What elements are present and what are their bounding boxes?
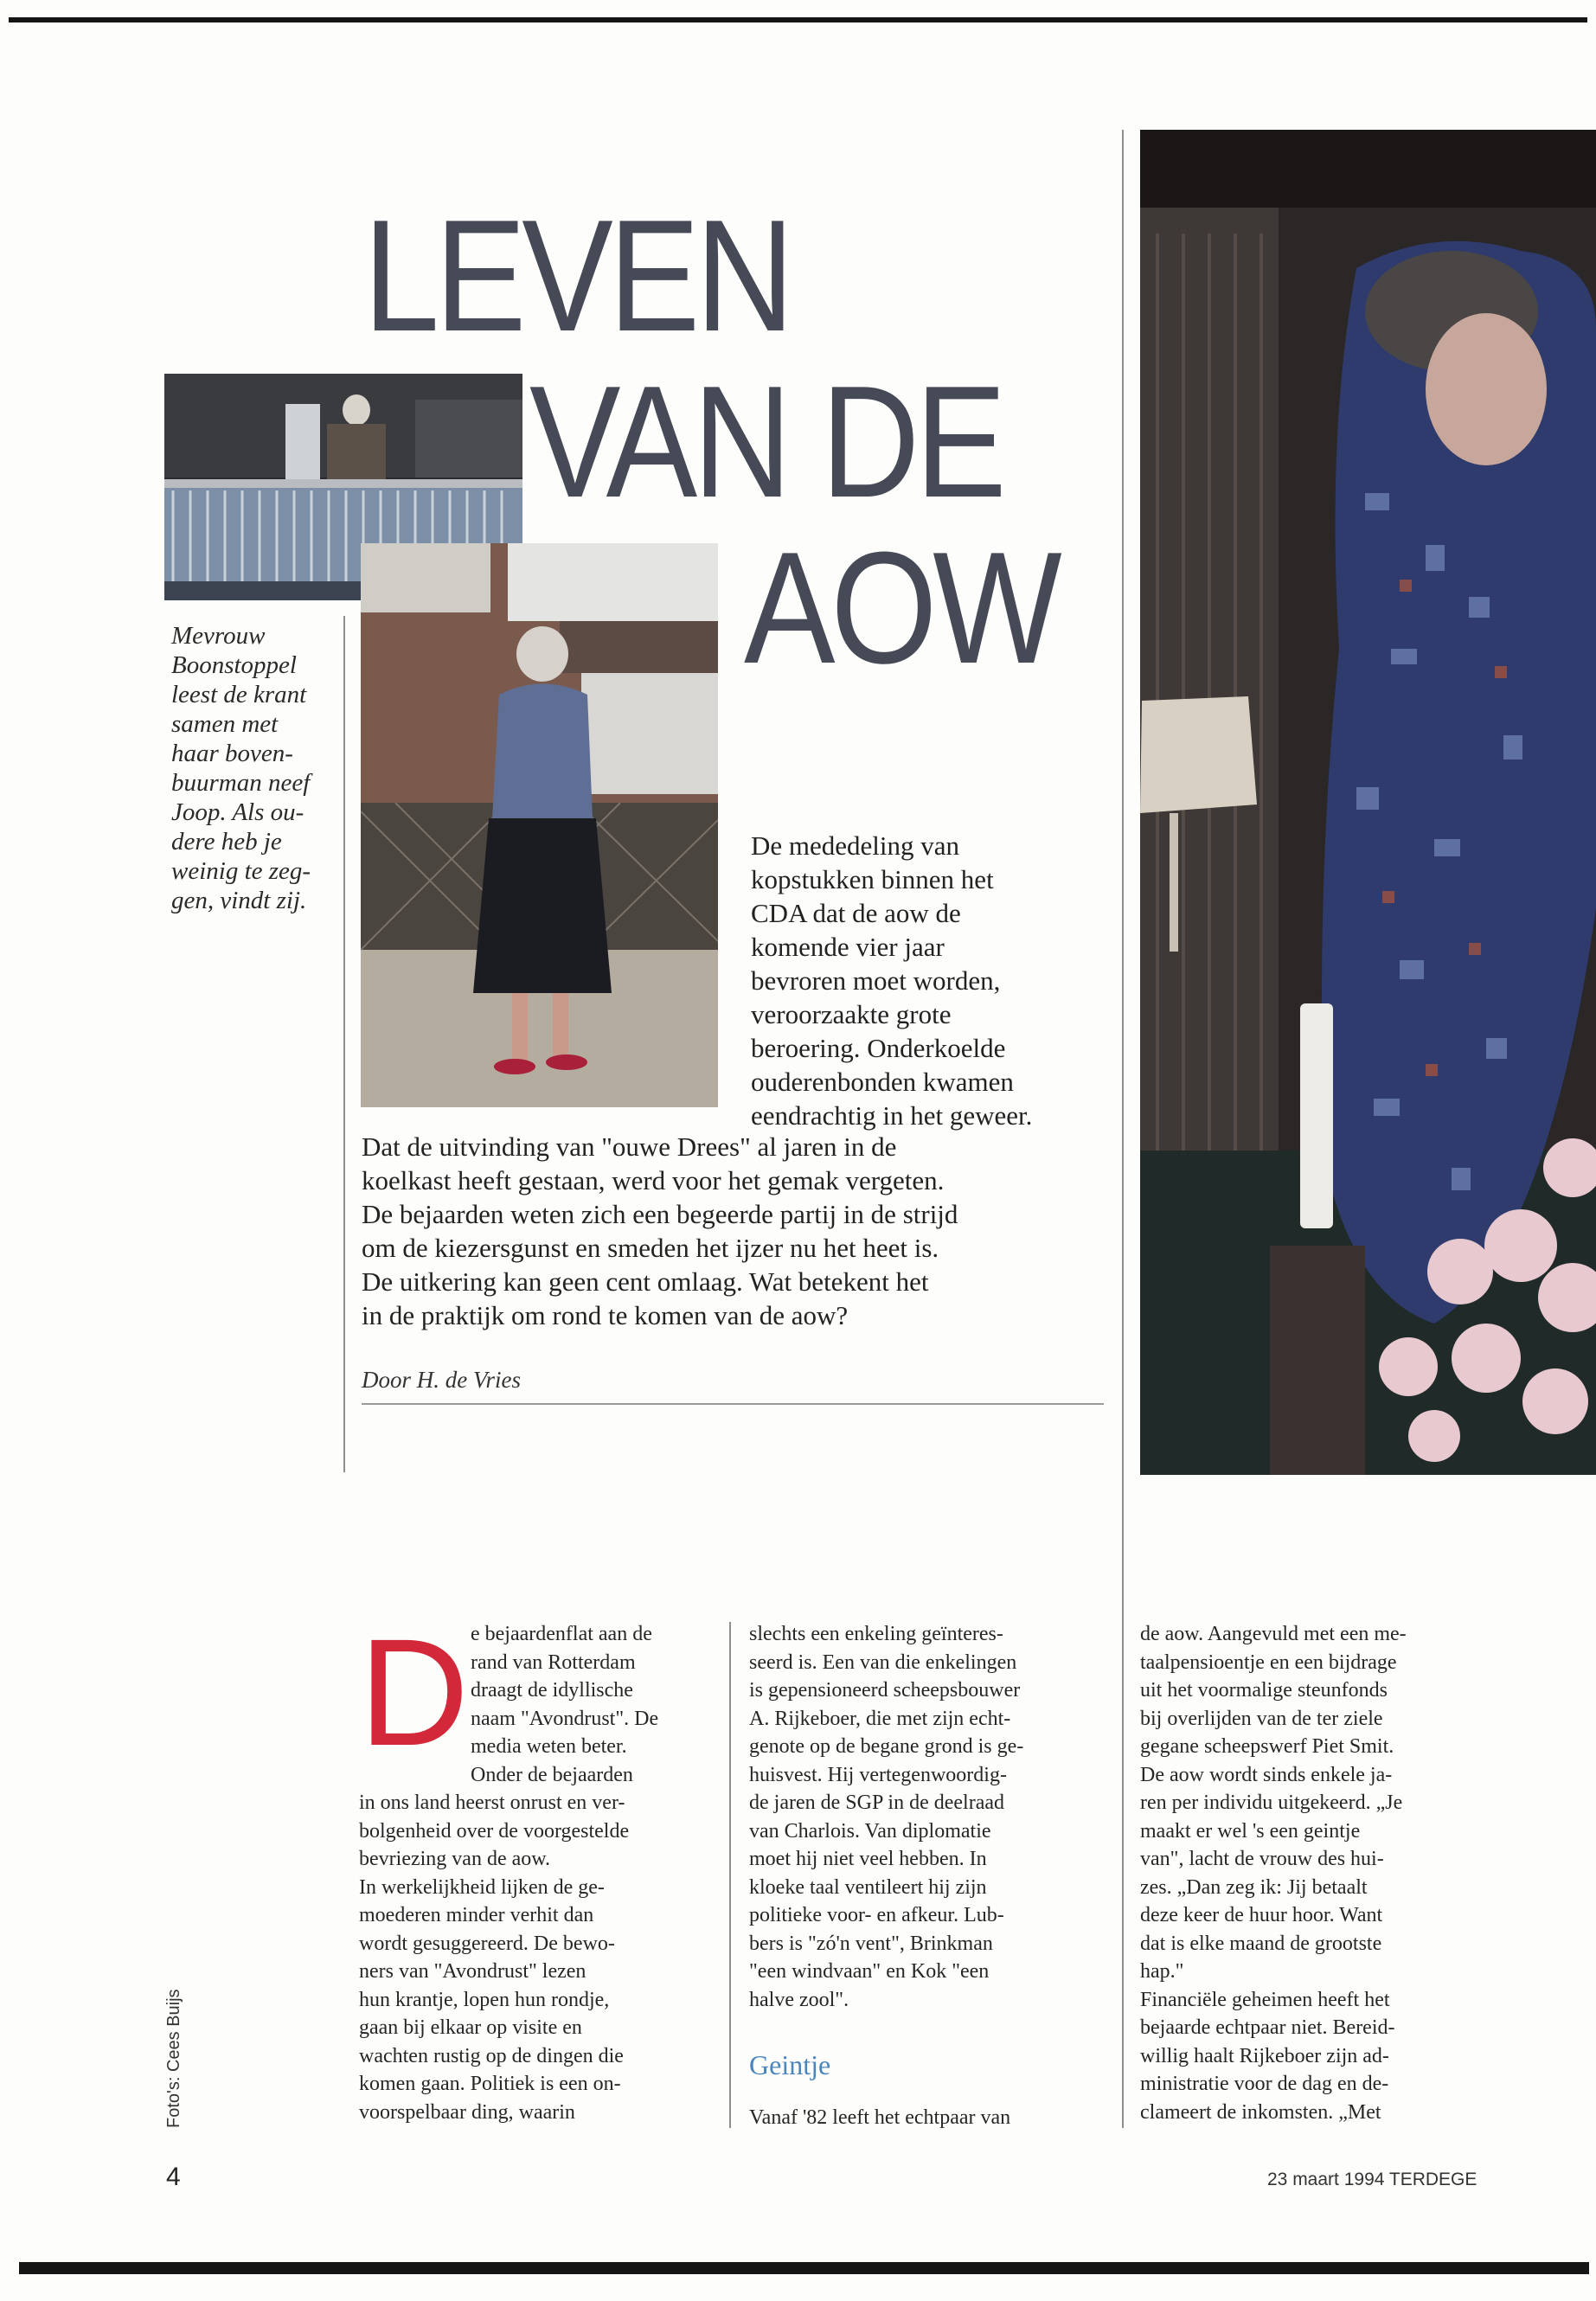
body-line: clameert de inkomsten. „Met xyxy=(1140,2100,1381,2124)
body-line: moet hij niet veel hebben. In xyxy=(749,1848,987,1870)
lead-line: ouderenbonden kwamen xyxy=(751,1067,1014,1097)
issue-date: 23 maart 1994 TERDEGE xyxy=(1267,2170,1477,2189)
body-line: Financiële geheimen heeft het xyxy=(1140,1988,1390,2011)
body-line: media weten beter. xyxy=(471,1735,627,1758)
body-line: de aow. Aangevuld met een me- xyxy=(1140,1623,1407,1645)
body-line: draagt de idyllische xyxy=(471,1679,633,1702)
lead-line: komende vier jaar xyxy=(751,932,945,962)
body-line: komen gaan. Politiek is een on- xyxy=(359,2073,621,2095)
right-column-rule xyxy=(1122,130,1124,2128)
caption-line: Joop. Als ou- xyxy=(171,798,304,826)
body-line: dat is elke maand de grootste xyxy=(1140,1932,1382,1955)
body-column-1-indented xyxy=(471,1620,658,1789)
lead-line: veroorzaakte grote xyxy=(751,999,952,1029)
body-line: seerd is. Een van die enkelingen xyxy=(749,1650,1017,1674)
caption-line: Boonstoppel xyxy=(171,651,297,679)
lead-line: Dat de uitvinding van "ouwe Drees" al jaren in de xyxy=(362,1131,897,1162)
lead-paragraph-narrow xyxy=(751,829,1032,1132)
body-line: moederen minder verhit dan xyxy=(359,1904,594,1926)
body-line: hap." xyxy=(1140,1960,1184,1983)
body-line: naam "Avondrust". De xyxy=(471,1707,659,1730)
byline-rule xyxy=(362,1403,1104,1405)
caption-line: haar boven- xyxy=(171,740,293,767)
body-line: genote op de begane grond is ge- xyxy=(749,1735,1024,1758)
body-line: e bejaardenflat aan de xyxy=(471,1623,652,1645)
body-line: van", lacht de vrouw des hui- xyxy=(1140,1848,1384,1870)
body-line: Onder de bejaarden xyxy=(471,1763,633,1786)
body-line: ministratie voor de dag en de- xyxy=(1140,2073,1389,2095)
body-line: huisvest. Hij vertegenwoordig- xyxy=(749,1763,1007,1786)
body-column-1 xyxy=(359,1789,629,2126)
caption-line: dere heb je xyxy=(171,828,282,856)
caption-line: buurman neef xyxy=(171,769,311,797)
body-line: gaan bij elkaar op visite en xyxy=(359,2016,582,2039)
lead-line: kopstukken binnen het xyxy=(751,864,994,894)
body-line: politieke voor- en afkeur. Lub- xyxy=(749,1904,1004,1926)
top-rule xyxy=(9,17,1587,22)
body-line: bij overlijden van de ter ziele xyxy=(1140,1707,1383,1730)
body-line: gegane scheepswerf Piet Smit. xyxy=(1140,1735,1394,1758)
title-line-2: VAN DE xyxy=(529,352,1003,530)
body-line: deze keer de huur hoor. Want xyxy=(1140,1904,1383,1926)
caption-line: weinig te zeg- xyxy=(171,857,311,885)
bottom-rule xyxy=(19,2262,1589,2274)
body-line: Vanaf '82 leeft het echtpaar van xyxy=(749,2106,1011,2129)
body-line: maakt er wel 's een geintje xyxy=(1140,1819,1361,1843)
column-divider-1 xyxy=(729,1622,731,2128)
body-line: ren per individu uitgekeerd. „Je xyxy=(1140,1791,1403,1814)
body-line: bolgenheid over de voorgestelde xyxy=(359,1819,630,1843)
body-line: willig haalt Rijkeboer zijn ad- xyxy=(1140,2044,1389,2067)
body-column-3 xyxy=(1140,1620,1407,2126)
body-line: In werkelijkheid lijken de ge- xyxy=(359,1875,605,1899)
lead-line: bevroren moet worden, xyxy=(751,965,1001,996)
body-line: "een windvaan" en Kok "een xyxy=(749,1960,990,1983)
body-line: wordt gesuggereerd. De bewo- xyxy=(359,1932,615,1955)
lead-line: CDA dat de aow de xyxy=(751,898,961,928)
photo-credit: Foto's: Cees Buijs xyxy=(164,1989,183,2128)
body-line: taalpensioentje en een bijdrage xyxy=(1140,1650,1397,1674)
body-line: bevriezing van de aow. xyxy=(359,1848,551,1870)
body-line: A. Rijkeboer, die met zijn echt- xyxy=(749,1707,1011,1730)
title-line-1: LEVEN xyxy=(363,186,791,364)
body-line: halve zool". xyxy=(749,1988,849,2011)
caption-line: leest de krant xyxy=(171,681,307,708)
garden-photo xyxy=(361,543,718,1107)
body-line: uit het voormalige steunfonds xyxy=(1140,1679,1388,1702)
body-line: in ons land heerst onrust en ver- xyxy=(359,1791,625,1814)
interior-photo xyxy=(1140,130,1596,1475)
body-line: rand van Rotterdam xyxy=(471,1650,636,1674)
interior-image xyxy=(1140,130,1596,1475)
garden-image xyxy=(361,543,718,1107)
lead-line: De uitkering kan geen cent omlaag. Wat betekent het xyxy=(362,1266,929,1297)
caption-line: Mevrouw xyxy=(171,622,266,650)
drop-cap: D xyxy=(359,1608,470,1778)
body-line: bejaarde echtpaar niet. Bereid- xyxy=(1140,2016,1395,2039)
body-line: De aow wordt sinds enkele ja- xyxy=(1140,1763,1393,1786)
body-line: is gepensioneerd scheepsbouwer xyxy=(749,1679,1021,1702)
caption-line: gen, vindt zij. xyxy=(171,887,307,914)
body-line: van Charlois. Van diplomatie xyxy=(749,1819,991,1843)
body-line: de jaren de SGP in de deelraad xyxy=(749,1791,1004,1814)
body-line: bers is "zó'n vent", Brinkman xyxy=(749,1932,993,1955)
lead-line: in de praktijk om rond te komen van de aow? xyxy=(362,1300,849,1330)
body-line: slechts een enkeling geïnteres- xyxy=(749,1623,1003,1645)
body-column-2 xyxy=(749,1620,1023,2014)
body-line: kloeke taal ventileert hij zijn xyxy=(749,1875,987,1899)
lead-line: koelkast heeft gestaan, werd voor het gemak vergeten. xyxy=(362,1165,945,1195)
body-line: ners van "Avondrust" lezen xyxy=(359,1960,586,1983)
lead-line: beroering. Onderkoelde xyxy=(751,1033,1006,1063)
body-line: wachten rustig op de dingen die xyxy=(359,2044,624,2067)
lead-line: De bejaarden weten zich een begeerde partij in de strijd xyxy=(362,1199,958,1229)
lead-paragraph-wide xyxy=(362,1130,958,1332)
lead-line: om de kiezersgunst en smeden het ijzer nu het heet is. xyxy=(362,1233,939,1263)
title-line-3: AOW xyxy=(744,518,1058,696)
byline: Door H. de Vries xyxy=(362,1367,521,1393)
body-line: zes. „Dan zeg ik: Jij betaalt xyxy=(1140,1875,1368,1899)
body-line: hun krantje, lopen hun rondje, xyxy=(359,1988,610,2011)
lead-line: De mededeling van xyxy=(751,830,960,861)
body-line: voorspelbaar ding, waarin xyxy=(359,2100,575,2124)
caption-line: samen met xyxy=(171,710,279,738)
lead-line: eendrachtig in het geweer. xyxy=(751,1100,1033,1131)
body-column-2-after xyxy=(749,2104,1010,2132)
subhead: Geintje xyxy=(749,2049,831,2080)
page-number: 4 xyxy=(166,2163,181,2191)
photo-caption xyxy=(171,621,344,915)
